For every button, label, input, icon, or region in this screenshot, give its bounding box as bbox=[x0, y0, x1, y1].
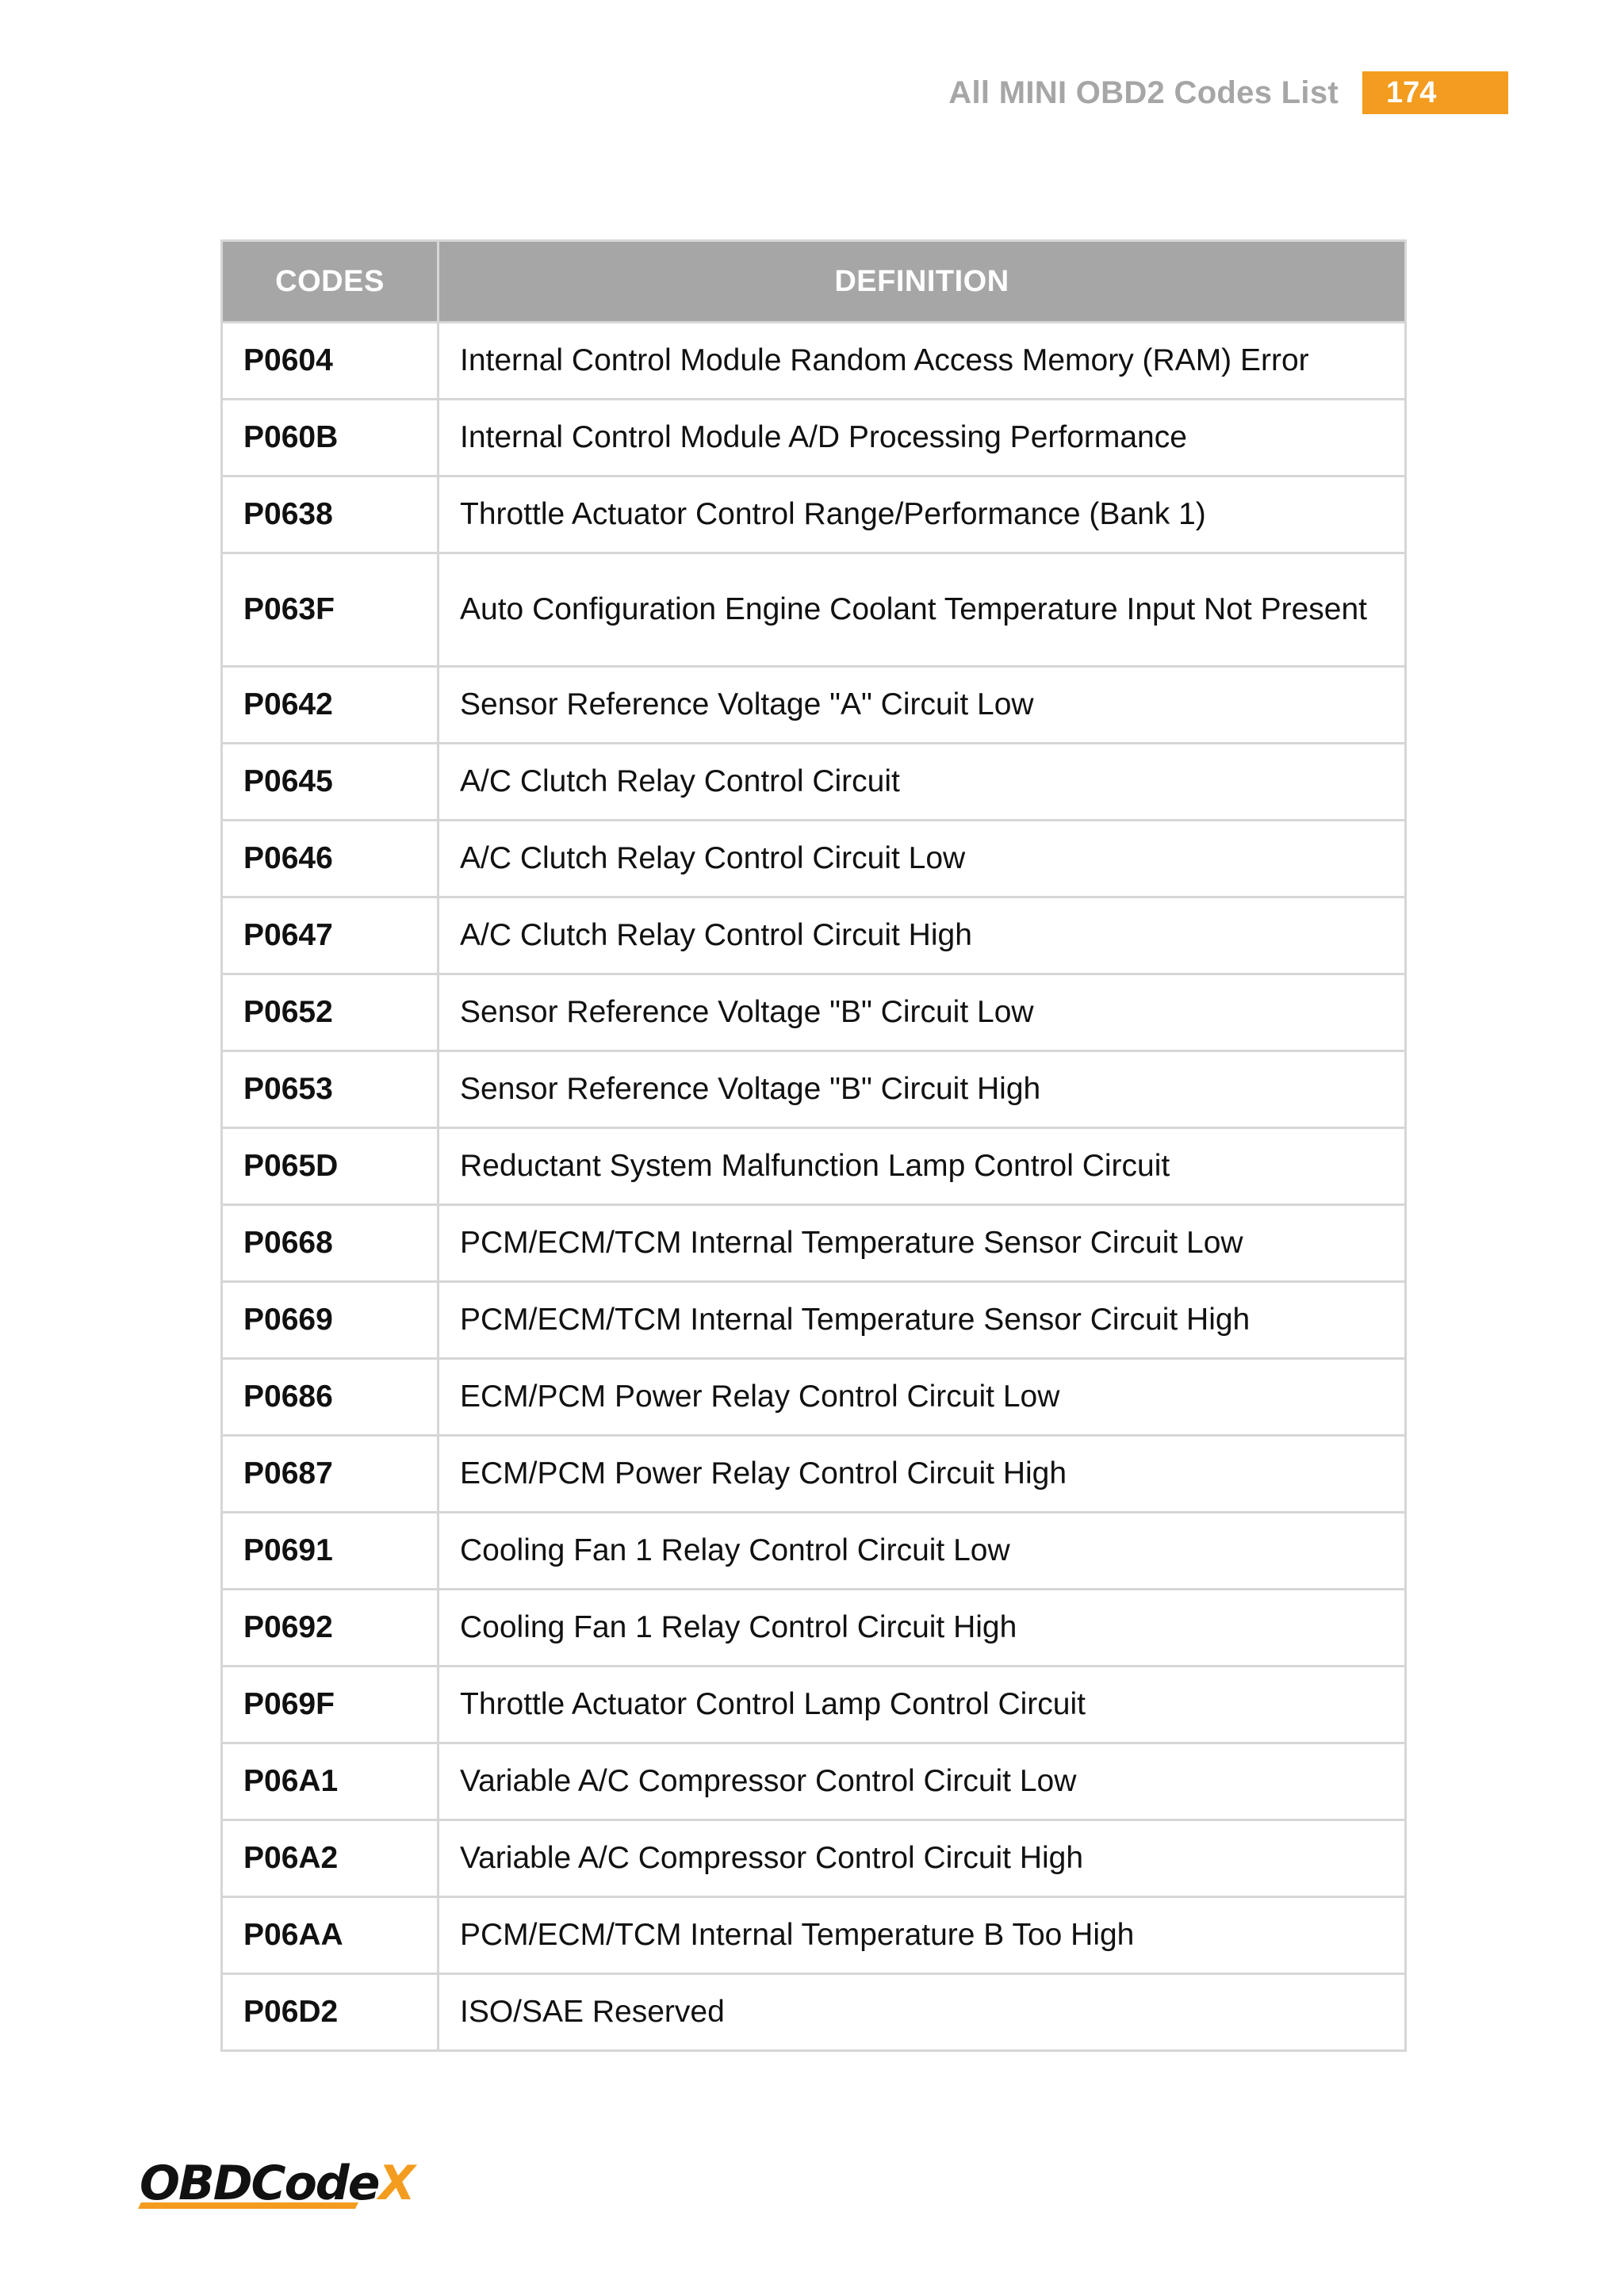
table-row bbox=[222, 821, 1406, 897]
codes-table bbox=[220, 239, 1407, 2052]
table-row bbox=[222, 1667, 1406, 1743]
code-cell: P0642 bbox=[222, 667, 439, 744]
definition-cell: Reductant System Malfunction Lamp Control Circuit bbox=[439, 1128, 1406, 1205]
definition-cell: Variable A/C Compressor Control Circuit High bbox=[439, 1820, 1406, 1897]
table-row bbox=[222, 1590, 1406, 1667]
table-row bbox=[222, 323, 1406, 400]
code-cell: P0653 bbox=[222, 1051, 439, 1128]
table-row bbox=[222, 897, 1406, 974]
definition-cell: Internal Control Module Random Access Memory (RAM) Error bbox=[439, 323, 1406, 400]
table-row bbox=[222, 974, 1406, 1051]
logo-wordmark: OBDCodeX bbox=[140, 2156, 414, 2211]
table-row bbox=[222, 667, 1406, 744]
obdcodex-logo bbox=[136, 2150, 414, 2215]
code-cell: P0647 bbox=[222, 897, 439, 974]
code-cell: P0687 bbox=[222, 1436, 439, 1513]
code-cell: P06D2 bbox=[222, 1974, 439, 2051]
table-row bbox=[222, 1282, 1406, 1359]
definition-cell: Sensor Reference Voltage "A" Circuit Low bbox=[439, 667, 1406, 744]
table-row bbox=[222, 1205, 1406, 1282]
definition-cell: Sensor Reference Voltage "B" Circuit High bbox=[439, 1051, 1406, 1128]
table-row bbox=[222, 553, 1406, 667]
table-row bbox=[222, 1974, 1406, 2051]
code-cell: P065D bbox=[222, 1128, 439, 1205]
page-header bbox=[948, 71, 1508, 114]
definition-cell: ISO/SAE Reserved bbox=[439, 1974, 1406, 2051]
definition-cell: Sensor Reference Voltage "B" Circuit Low bbox=[439, 974, 1406, 1051]
table-row bbox=[222, 400, 1406, 476]
definition-cell: Auto Configuration Engine Coolant Temperature Input Not Present bbox=[439, 553, 1406, 667]
definition-cell: ECM/PCM Power Relay Control Circuit Low bbox=[439, 1359, 1406, 1436]
table-row bbox=[222, 744, 1406, 821]
definition-cell: Throttle Actuator Control Range/Performance (Bank 1) bbox=[439, 476, 1406, 553]
definition-cell: PCM/ECM/TCM Internal Temperature Sensor Circuit Low bbox=[439, 1205, 1406, 1282]
definition-cell: Cooling Fan 1 Relay Control Circuit Low bbox=[439, 1513, 1406, 1590]
table-row bbox=[222, 1436, 1406, 1513]
column-header-definition: DEFINITION bbox=[439, 241, 1406, 323]
code-cell: P0604 bbox=[222, 323, 439, 400]
code-cell: P063F bbox=[222, 553, 439, 667]
code-cell: P0691 bbox=[222, 1513, 439, 1590]
definition-cell: A/C Clutch Relay Control Circuit Low bbox=[439, 821, 1406, 897]
code-cell: P0646 bbox=[222, 821, 439, 897]
table-row bbox=[222, 1820, 1406, 1897]
definition-cell: Variable A/C Compressor Control Circuit Low bbox=[439, 1743, 1406, 1820]
code-cell: P0668 bbox=[222, 1205, 439, 1282]
document-title: All MINI OBD2 Codes List bbox=[948, 75, 1339, 110]
definition-cell: Cooling Fan 1 Relay Control Circuit High bbox=[439, 1590, 1406, 1667]
definition-cell: Throttle Actuator Control Lamp Control Circuit bbox=[439, 1667, 1406, 1743]
table-row bbox=[222, 1513, 1406, 1590]
table-row bbox=[222, 1051, 1406, 1128]
definition-cell: PCM/ECM/TCM Internal Temperature Sensor Circuit High bbox=[439, 1282, 1406, 1359]
column-header-codes: CODES bbox=[222, 241, 439, 323]
code-cell: P0692 bbox=[222, 1590, 439, 1667]
table-row bbox=[222, 1897, 1406, 1974]
table-row bbox=[222, 1743, 1406, 1820]
code-cell: P069F bbox=[222, 1667, 439, 1743]
code-cell: P060B bbox=[222, 400, 439, 476]
code-cell: P0669 bbox=[222, 1282, 439, 1359]
code-cell: P06A2 bbox=[222, 1820, 439, 1897]
table-header-row bbox=[222, 241, 1406, 323]
page-number-badge: 174 bbox=[1362, 71, 1508, 114]
table-row bbox=[222, 1359, 1406, 1436]
definition-cell: A/C Clutch Relay Control Circuit High bbox=[439, 897, 1406, 974]
code-cell: P0645 bbox=[222, 744, 439, 821]
code-cell: P0638 bbox=[222, 476, 439, 553]
table-row bbox=[222, 1128, 1406, 1205]
definition-cell: PCM/ECM/TCM Internal Temperature B Too High bbox=[439, 1897, 1406, 1974]
code-cell: P06A1 bbox=[222, 1743, 439, 1820]
code-cell: P0652 bbox=[222, 974, 439, 1051]
code-cell: P0686 bbox=[222, 1359, 439, 1436]
table-row bbox=[222, 476, 1406, 553]
definition-cell: ECM/PCM Power Relay Control Circuit High bbox=[439, 1436, 1406, 1513]
definition-cell: Internal Control Module A/D Processing Performance bbox=[439, 400, 1406, 476]
code-cell: P06AA bbox=[222, 1897, 439, 1974]
definition-cell: A/C Clutch Relay Control Circuit bbox=[439, 744, 1406, 821]
